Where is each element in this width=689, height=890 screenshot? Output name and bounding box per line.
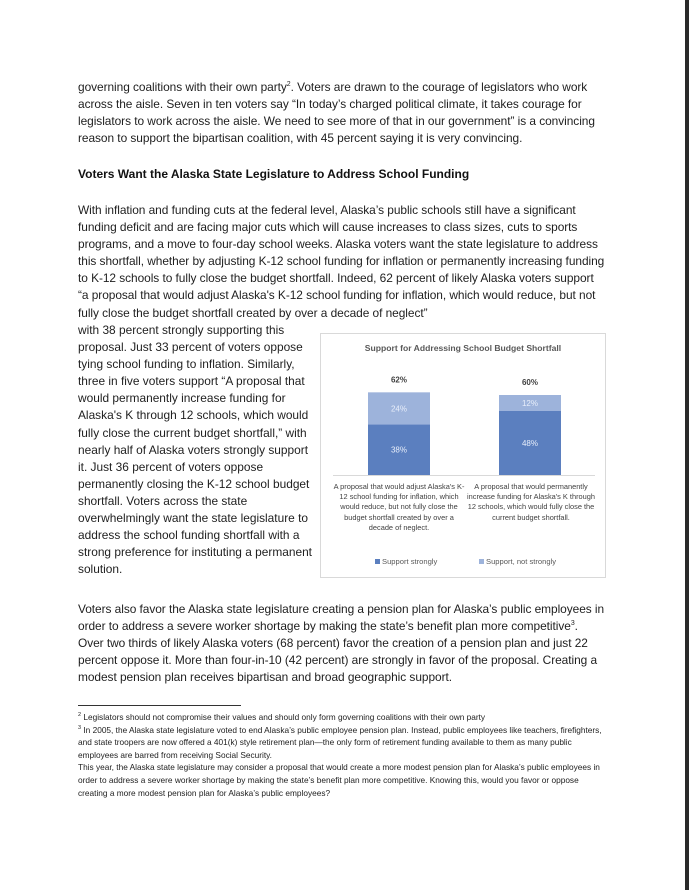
data-label: 24% (390, 404, 408, 414)
data-label: 38% (390, 445, 408, 455)
footnote-ref-2[interactable]: 2 (286, 81, 291, 89)
footnote-separator (78, 705, 241, 706)
footnote-2 (78, 711, 608, 724)
pension-text-cont: . Over two thirds of likely Alaska voters (68 percent) favor the creation of a pension plan and just 22 percent oppose it. More than four-in-10 (42 percent) are strongly in favor of the proposal. Creating a modest pension plan receives bipartisan and broad geographic support. (78, 619, 598, 685)
footnote-mark: 2 (78, 712, 82, 719)
data-label: 12% (521, 399, 539, 408)
footnote-text: In 2005, the Alaska state legislature voted to end Alaska’s public employee pension plan. Instead, public employees like teachers, firefighters, and state troopers are now offered a 401(k) style retirement plan—the only form of retirement funding available to them as many public employees are barred from receiving Social Security. (78, 724, 602, 760)
intro-text-cont: . Voters are drawn to the courage of legislators who work across the aisle. Seven in ten voters say “In today’s charged political climate, it takes courage for legislators to work across the aisle. We need to see more of that in our government” is a convincing reason to support the bipartisan coalition, with 45 percent saying it is very convincing. (78, 80, 595, 146)
footnotes (78, 711, 608, 799)
intro-text: governing coalitions with their own party (78, 80, 287, 94)
total-label: 60% (521, 378, 539, 387)
footnote-text: This year, the Alaska state legislature may consider a proposal that would create a more modest pension plan for Alaska’s public employees in order to address a severe worker shortage by making the state’s benefit plan more competitive. Knowing this, would you favor or oppose creating a more modest pension plan for Alaska’s public employees? (78, 762, 600, 798)
legend-item-strong (375, 557, 437, 566)
legend-swatch-strong (375, 559, 380, 564)
footnote-3 (78, 724, 608, 762)
total-label: 62% (390, 375, 408, 385)
chart-title: Support for Addressing School Budget Shortfall (364, 343, 562, 353)
section-heading: Voters Want the Alaska State Legislature to Address School Funding (78, 167, 470, 181)
footnote-ref-3[interactable]: 3 (570, 620, 575, 628)
school-funding-paragraph-wrap: with 38 percent strongly supporting this proposal. Just 33 percent of voters oppose tying school funding to inflation. Similarly, three in five voters support “A proposal that would permanently increase funding for Alaska's K through 12 schools, which would fully close the current budget shortfall,” with nearly half of Alaska voters strongly support it. Just 36 percent of voters oppose permanently closing the K-12 school budget shortfall. Voters across the state overwhelmingly want the state legislature to address the school funding shortfall with a strong preference for instituting a permanent solution. (78, 323, 312, 577)
window-edge (685, 0, 689, 890)
school-funding-paragraph: With inflation and funding cuts at the federal level, Alaska’s public schools still have a significant funding deficit and are facing major cuts which will cause increases to class sizes, cuts to sports programs, and a move to four-day school weeks. Alaska voters want the state legislature to address this shortfall, whether by adjusting K-12 school funding for inflation or permanently increasing funding to K-12 schools to fully close the budget shortfall. Indeed, 62 percent of likely Alaska voters support “a proposal that would adjust Alaska's K-12 school funding for inflation, which would reduce, but not fully close the budget shortfall created by over a decade of neglect” (78, 203, 605, 320)
category-label-inflation: A proposal that would adjust Alaska's K-12 school funding for inflation, which would reduce, but not fully close the budget shortfall created by over a decade of neglect. (333, 482, 465, 532)
category-label-permanent: A proposal that would permanently increase funding for Alaska's K through 12 schools, which would fully close the current budget shortfall. (467, 482, 595, 522)
pension-text: Voters also favor the Alaska state legislature creating a pension plan for Alaska’s public employees in order to address a severe worker shortage by making the state’s benefit plan more competitive (78, 602, 605, 634)
chart-plot (321, 334, 607, 579)
legend-label-not-strong: Support, not strongly (486, 557, 557, 566)
school-budget-chart (320, 333, 606, 578)
intro-paragraph (78, 79, 606, 147)
pension-paragraph (78, 601, 606, 686)
footnote-text: Legislators should not compromise their values and should only form governing coalitions with their own party (81, 712, 486, 722)
legend-swatch-not-strong (479, 559, 484, 564)
footnote-mark: 3 (78, 724, 82, 731)
legend-item-not-strong (479, 557, 556, 566)
data-label: 48% (521, 439, 539, 448)
footnote-3-question (78, 761, 608, 799)
legend-label-strong: Support strongly (382, 557, 438, 566)
